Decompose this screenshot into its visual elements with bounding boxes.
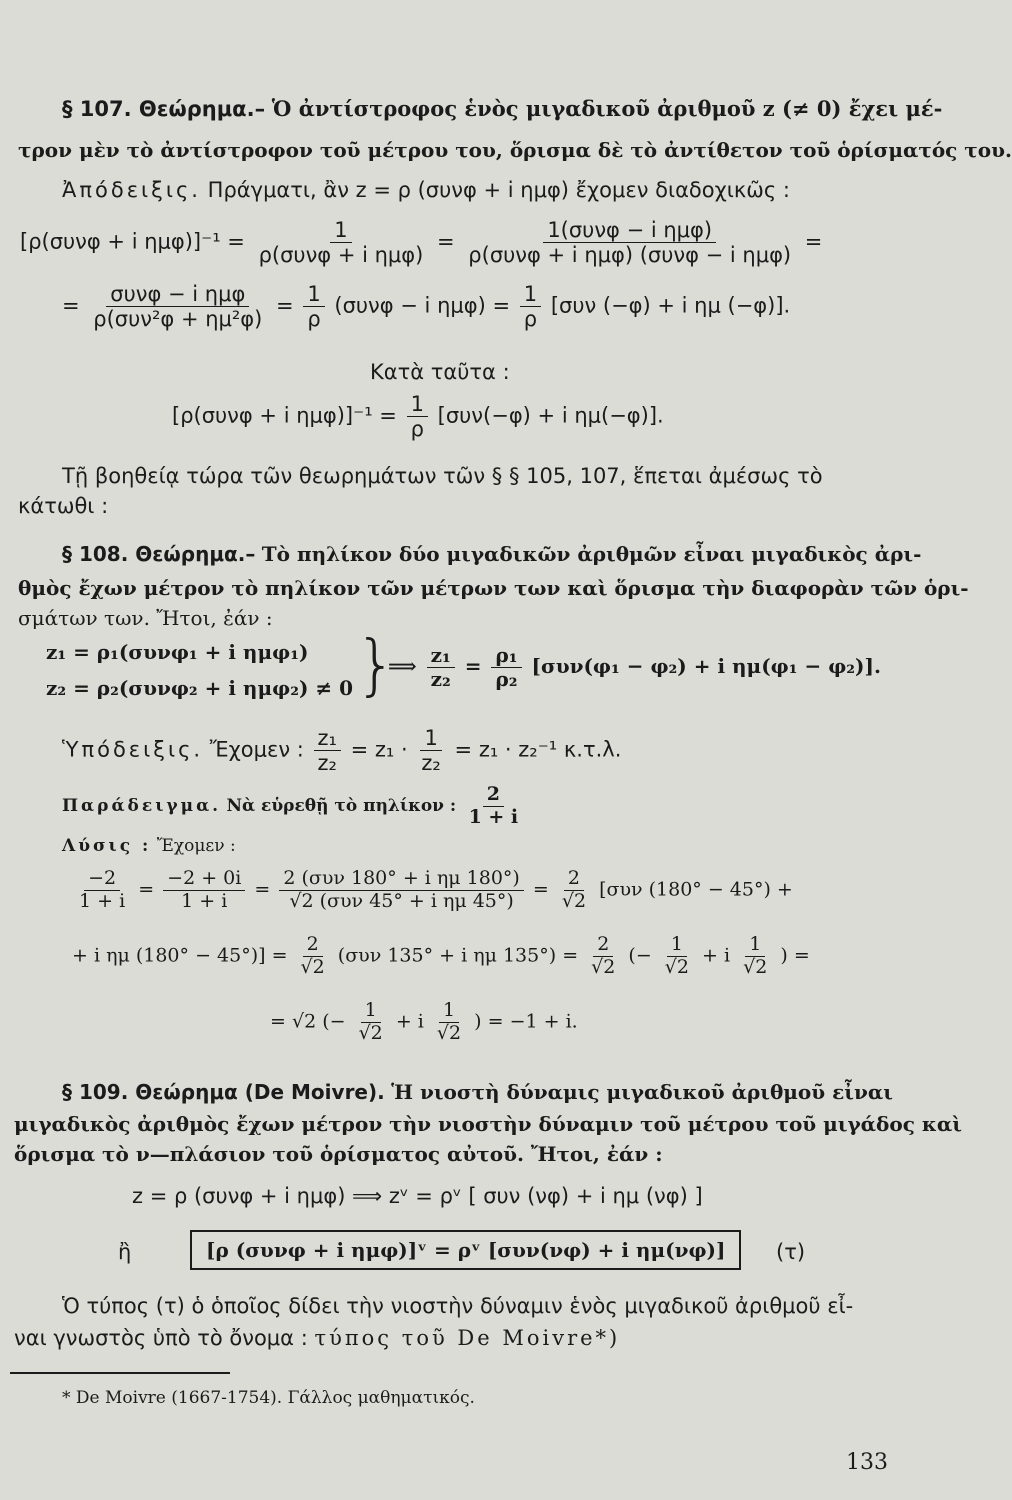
s1-f2-den: 1 + i <box>181 889 228 912</box>
text-5-name: τύπος τοῦ De Moivre*) <box>314 1326 621 1350</box>
example-line <box>62 784 525 829</box>
theorem-109-line-1 <box>62 1080 893 1104</box>
eq1-fraction-1 <box>255 218 428 267</box>
eq3-num: 1 <box>407 392 428 417</box>
theorem-107-text-1: Ὁ ἀντίστροφος ἑνὸς μιγαδικοῦ ἀριθμοῦ z (≠ 0) ἔχει μέ- <box>271 96 943 121</box>
example-fraction <box>465 784 523 829</box>
eq1-f1-num: 1 <box>330 218 351 243</box>
proof-107-intro <box>62 178 790 202</box>
s2-close: ) = <box>780 944 810 967</box>
formula-tag: (τ) <box>776 1240 806 1264</box>
solution-step-1: $\frac{-2}{1 + i}$ = $\frac{-2 + 0i}{1 + i}$ = $\frac{\text{2 (συν 180° + i ημ 180°)}}{\text{√2 (συν 45° + i ημ 45°)}}$ = $\frac{2}{√2}$ [συν (180° − 45°) + <box>72 868 793 913</box>
follow-text-2: κάτωθι : <box>18 494 109 518</box>
eq2-f2-den: ρ <box>307 307 321 332</box>
hint-end: = z₁ · z₂⁻¹ κ.τ.λ. <box>454 737 622 762</box>
theorem-108-line-1 <box>62 542 921 566</box>
s2-f4-num: 1 <box>745 934 765 957</box>
z1-definition: z₁ = ρ₁(συνφ₁ + i ημφ₁) <box>46 640 309 664</box>
s3-fraction-1 <box>355 1000 387 1045</box>
s1-f4-den: √2 <box>561 889 587 912</box>
footnote-divider <box>10 1372 230 1374</box>
equation-107-1: [ρ(συνφ + i ημφ)]⁻¹ = $\frac{1}{\text{ρ(συνφ + i ημφ)}}$ = $\frac{\text{1(συνφ − i ημφ)}}{\text{ρ(συνφ + i ημφ) (συνφ − i ημφ)}}$ = <box>20 218 823 268</box>
eq3-fraction <box>407 392 428 441</box>
result-num-rho: ρ₁ <box>491 644 521 668</box>
eq1-f2-num: 1(συνφ − i ημφ) <box>543 218 716 243</box>
theorem-109-text-4: Ὁ τύπος (τ) ὁ ὁποῖος δίδει τὴν νιοστὴν δύναμιν ἑνὸς μιγαδικοῦ ἀριθμοῦ εἶ- <box>62 1294 854 1318</box>
s2-f2-den: √2 <box>591 955 616 978</box>
s2-f3-num: 1 <box>667 934 687 957</box>
s1-end: [συν (180° − 45°) + <box>599 878 793 901</box>
hint-mid: = z₁ · <box>350 737 408 762</box>
eq2-fraction-1 <box>89 282 266 331</box>
hint-line <box>62 726 621 775</box>
page-number: 133 <box>846 1450 888 1475</box>
or-word: ἢ <box>118 1240 132 1264</box>
theorem-109-text-3: ὅρισμα τὸ ν—πλάσιον τοῦ ὁρίσματος αὐτοῦ. Ἤτοι, ἐάν : <box>14 1142 663 1166</box>
theorem-107-text-2: τρον μὲν τὸ ἀντίστροφον τοῦ μέτρου του, ὅρισμα δὲ τὸ ἀντίθετον τοῦ ὁρίσματός του. <box>18 138 1012 162</box>
hint-f1-num: z₁ <box>314 726 341 751</box>
s2-fraction-2 <box>587 934 619 979</box>
eq2-f1-den: ρ(συν²φ + ημ²φ) <box>93 307 263 332</box>
eq1-fraction-2 <box>464 218 795 267</box>
de-moivre-equation: z = ρ (συνφ + i ημφ) ⟹ zᵛ = ρᵛ [ συν (νφ) + i ημ (νφ) ] <box>132 1184 703 1208</box>
s2-mid: (συν 135° + i ημ 135°) = <box>337 944 579 967</box>
s2-f1-num: 2 <box>303 934 323 957</box>
eq1-f1-den: ρ(συνφ + i ημφ) <box>258 243 424 268</box>
follow-text-1: Τῇ βοηθείᾳ τώρα τῶν θεωρημάτων τῶν § § 105, 107, ἕπεται ἀμέσως τὸ <box>62 464 823 488</box>
de-moivre-formula-box <box>190 1230 741 1270</box>
eq2-fraction-2 <box>303 282 324 331</box>
result-fraction-rho <box>491 644 521 691</box>
hint-label: Ὑπόδειξις. <box>62 737 204 762</box>
example-label: Παράδειγμα. <box>62 795 222 816</box>
solution-text: Ἔχομεν : <box>156 836 236 856</box>
s1-fraction-3 <box>279 868 523 913</box>
text-5-lead: ναι γνωστὸς ὑπὸ τὸ ὄνομα : <box>14 1326 308 1350</box>
solution-label: Λύσις : <box>62 836 152 856</box>
hint-f1-den: z₂ <box>317 751 337 776</box>
s2-f4-den: √2 <box>743 955 768 978</box>
de-moivre-formula: [ρ (συνφ + i ημφ)]ᵛ = ρᵛ [συν(νφ) + i ημ(νφ)] <box>206 1238 726 1262</box>
s3-fraction-2 <box>433 1000 465 1045</box>
example-text: Νὰ εὑρεθῇ τὸ πηλίκον : <box>226 795 457 816</box>
right-brace: } <box>355 626 397 703</box>
footnote: * De Moivre (1667-1754). Γάλλος μαθηματικός. <box>62 1388 475 1408</box>
s3-f1-num: 1 <box>361 1000 381 1023</box>
eq3-den: ρ <box>410 417 424 442</box>
z2-definition: z₂ = ρ₂(συνφ₂ + i ημφ₂) ≠ 0 <box>46 676 354 700</box>
kata-tauta: Κατὰ ταῦτα : <box>370 360 510 384</box>
s2-plus-i: + i <box>702 944 731 967</box>
theorem-109-heading: § 109. Θεώρημα (De Moivre). <box>62 1080 385 1104</box>
s3-f2-den: √2 <box>436 1021 462 1044</box>
hint-f2-den: z₂ <box>421 751 441 776</box>
s3-plus-i: + i <box>395 1010 424 1033</box>
theorem-108-heading: § 108. Θεώρημα.– <box>62 542 256 566</box>
result-rest: [συν(φ₁ − φ₂) + i ημ(φ₁ − φ₂)]. <box>531 654 881 678</box>
result-den-rho: ρ₂ <box>495 667 518 691</box>
solution-step-3 <box>270 1000 578 1045</box>
s1-f3-den: √2 (συν 45° + i ημ 45°) <box>289 889 514 912</box>
s1-fraction-1 <box>75 868 129 913</box>
equation-107-2: = $\frac{\text{συνφ − i ημφ}}{\text{ρ(συν²φ + ημ²φ)}}$ = $\frac{1}{\rho}$ (συνφ − i ημφ) = $\frac{1}{\rho}$ [συν (−φ) + i ημ (−φ)]. <box>62 282 791 332</box>
s3-f2-num: 1 <box>439 1000 459 1023</box>
s3-f1-den: √2 <box>358 1021 383 1044</box>
s1-f3-num: 2 (συν 180° + i ημ 180°) <box>279 868 523 891</box>
s1-f1-den: 1 + i <box>79 889 126 912</box>
eq2-end: [συν (−φ) + i ημ (−φ)]. <box>550 293 791 318</box>
proof-text: Πράγματι, ἂν z = ρ (συνφ + i ημφ) ἔχομεν διαδοχικῶς : <box>207 178 790 202</box>
hint-fraction-1 <box>314 726 341 775</box>
s1-f2-num: −2 + 0i <box>163 868 245 891</box>
s1-f1-num: −2 <box>84 868 120 891</box>
proof-label: Ἀπόδειξις. <box>62 178 201 202</box>
eq1-lhs: [ρ(συνφ + i ημφ)]⁻¹ = <box>20 229 245 254</box>
eq2-fraction-3 <box>520 282 541 331</box>
example-num: 2 <box>483 784 504 807</box>
theorem-109-text-5 <box>14 1326 620 1350</box>
hint-f2-num: 1 <box>420 726 441 751</box>
theorem-108-result: ⟹ $\frac{\text{z₁}}{\text{z₂}}$ = $\frac{\text{ρ₁}}{\text{ρ₂}}$ [συν(φ₁ − φ₂) + i ημ(φ₁ − φ₂)]. <box>388 643 881 691</box>
eq3-rhs: [συν(−φ) + i ημ(−φ)]. <box>437 403 664 428</box>
result-fraction-z <box>427 644 455 691</box>
s2-f3-den: √2 <box>664 955 689 978</box>
eq2-f3-den: ρ <box>523 307 538 332</box>
solution-line <box>62 836 236 856</box>
theorem-108-text-3-content: σμάτων των. Ἤτοι, ἐάν : <box>18 606 273 630</box>
s1-fraction-2 <box>163 868 245 913</box>
eq2-f2-num: 1 <box>303 282 324 307</box>
hint-fraction-2 <box>417 726 444 775</box>
eq2-f1-num: συνφ − i ημφ <box>106 282 249 307</box>
eq3-lhs: [ρ(συνφ + i ημφ)]⁻¹ = <box>172 403 397 428</box>
hint-text: Ἔχομεν : <box>209 737 304 762</box>
solution-step-2 <box>72 934 810 979</box>
eq2-mid: (συνφ − i ημφ) = <box>334 293 511 318</box>
s2-fraction-1 <box>297 934 329 979</box>
s2-fraction-4 <box>739 934 771 979</box>
theorem-109-text-2: μιγαδικὸς ἀριθμὸς ἔχων μέτρον τὴν νιοστὴν δύναμιν τοῦ μέτρου τοῦ μιγάδος καὶ <box>14 1112 962 1136</box>
s1-f4-num: 2 <box>564 868 584 891</box>
theorem-107-heading: § 107. Θεώρημα.– <box>62 97 266 121</box>
s2-f2-num: 2 <box>593 934 613 957</box>
s2-fraction-3 <box>661 934 693 979</box>
result-num-z: z₁ <box>427 644 455 668</box>
theorem-109-text-1: Ἡ νιοστὴ δύναμις μιγαδικοῦ ἀριθμοῦ εἶναι <box>391 1080 893 1104</box>
s2-paren: (− <box>628 944 652 967</box>
theorem-107-line-1 <box>62 96 942 121</box>
result-den-z: z₂ <box>430 667 451 691</box>
eq1-f2-den: ρ(συνφ + i ημφ) (συνφ − i ημφ) <box>468 243 792 268</box>
s2-start: + i ημ (180° − 45°)] = <box>72 944 288 967</box>
s3-end: ) = −1 + i. <box>474 1010 578 1033</box>
equation-107-3 <box>172 392 664 441</box>
eq2-f3-num: 1 <box>520 282 541 307</box>
theorem-108-text-3 <box>18 606 273 630</box>
s1-fraction-4 <box>558 868 590 913</box>
s2-f1-den: √2 <box>300 955 325 978</box>
example-den: 1 + i <box>468 805 519 828</box>
s3-start: = √2 (− <box>270 1010 346 1033</box>
theorem-108-text-2: θμὸς ἔχων μέτρον τὸ πηλίκον τῶν μέτρων των καὶ ὅρισμα τὴν διαφορὰν τῶν ὁρι- <box>18 576 969 600</box>
theorem-108-text-1: Τὸ πηλίκον δύο μιγαδικῶν ἀριθμῶν εἶναι μιγαδικὸς ἀρι- <box>261 542 922 566</box>
